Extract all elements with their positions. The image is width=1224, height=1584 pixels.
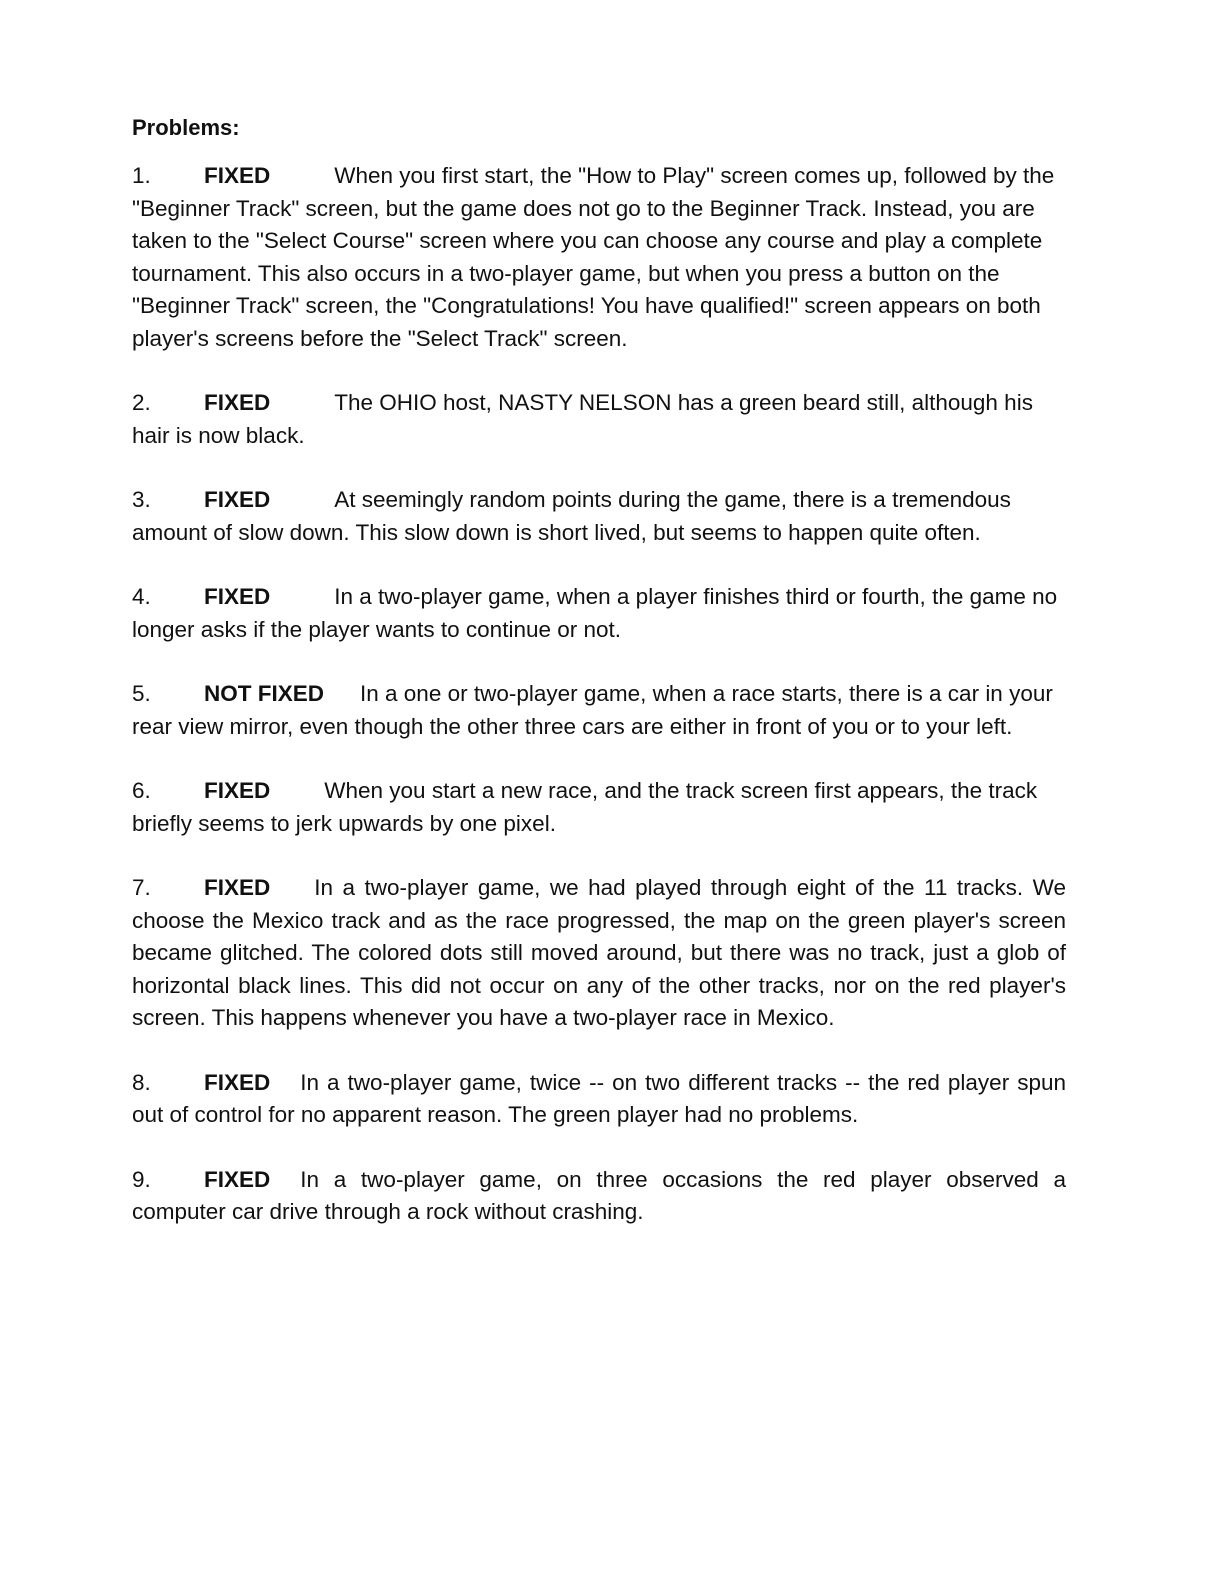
problem-number: 3. [132,487,151,512]
problem-status: FIXED [204,584,271,609]
problem-status: NOT FIXED [204,681,325,706]
problem-text: In a two-player game, twice -- on two different tracks -- the red player spun out of control for no apparent reason. The green player had no problems. [132,1069,1066,1127]
document-page [132,112,1066,1261]
problem-text: In a two-player game, we had played through eight of the 11 tracks. We choose the Mexico track and as the race progressed, the map on the green player's screen became glitched. The colored dots still moved around, but there was no track, just a glob of horizontal black lines. This did not occur on any of the other tracks, nor on the red player's screen. This happens whenever you have a two-player race in Mexico. [132,875,1066,1030]
problem-item-6 [132,775,1066,840]
problem-text: When you first start, the "How to Play" screen comes up, followed by the "Beginner Track" screen, but the game does not go to the Beginner Track. Instead, you are taken to the "Select Course" screen where you can choose any course and play a complete tournament. This also occurs in a two-player game, but when you press a button on the "Beginner Track" screen, the "Congratulations! You have qualified!" screen appears on both player's screens before the "Select Track" screen. [132,163,1055,351]
problem-number: 8. [132,1069,151,1095]
problem-item-3 [132,484,1066,549]
problem-number: 7. [132,875,151,900]
problem-item-8 [132,1067,1066,1132]
problem-text: At seemingly random points during the game, there is a tremendous amount of slow down. This slow down is short lived, but seems to happen quite often. [132,487,1011,545]
problem-status: FIXED [204,1166,271,1192]
problem-text: In a two-player game, on three occasions the red player observed a computer car drive through a rock without crashing. [132,1166,1066,1224]
problem-item-4 [132,581,1066,646]
problem-status: FIXED [204,163,271,188]
problem-item-1 [132,160,1066,355]
problem-text: In a two-player game, when a player finishes third or fourth, the game no longer asks if the player wants to continue or not. [132,584,1058,642]
problem-number: 9. [132,1166,151,1192]
problem-status: FIXED [204,875,271,900]
problem-number: 5. [132,681,151,706]
problem-item-9 [132,1164,1066,1229]
problem-number: 2. [132,390,151,415]
problem-item-5 [132,678,1066,743]
problem-text: When you start a new race, and the track screen first appears, the track briefly seems to jerk upwards by one pixel. [132,778,1038,836]
problem-number: 1. [132,163,151,188]
problem-number: 6. [132,778,151,803]
problem-number: 4. [132,584,151,609]
problem-status: FIXED [204,487,271,512]
problem-status: FIXED [204,390,271,415]
problem-item-2 [132,387,1066,452]
page-heading: Problems: [132,115,240,140]
problem-text: In a one or two-player game, when a race starts, there is a car in your rear view mirror, even though the other three cars are either in front of you or to your left. [132,681,1053,739]
problem-status: FIXED [204,778,271,803]
problem-text: The OHIO host, NASTY NELSON has a green beard still, although his hair is now black. [132,390,1033,448]
problem-item-7 [132,872,1066,1035]
problem-status: FIXED [204,1069,271,1095]
